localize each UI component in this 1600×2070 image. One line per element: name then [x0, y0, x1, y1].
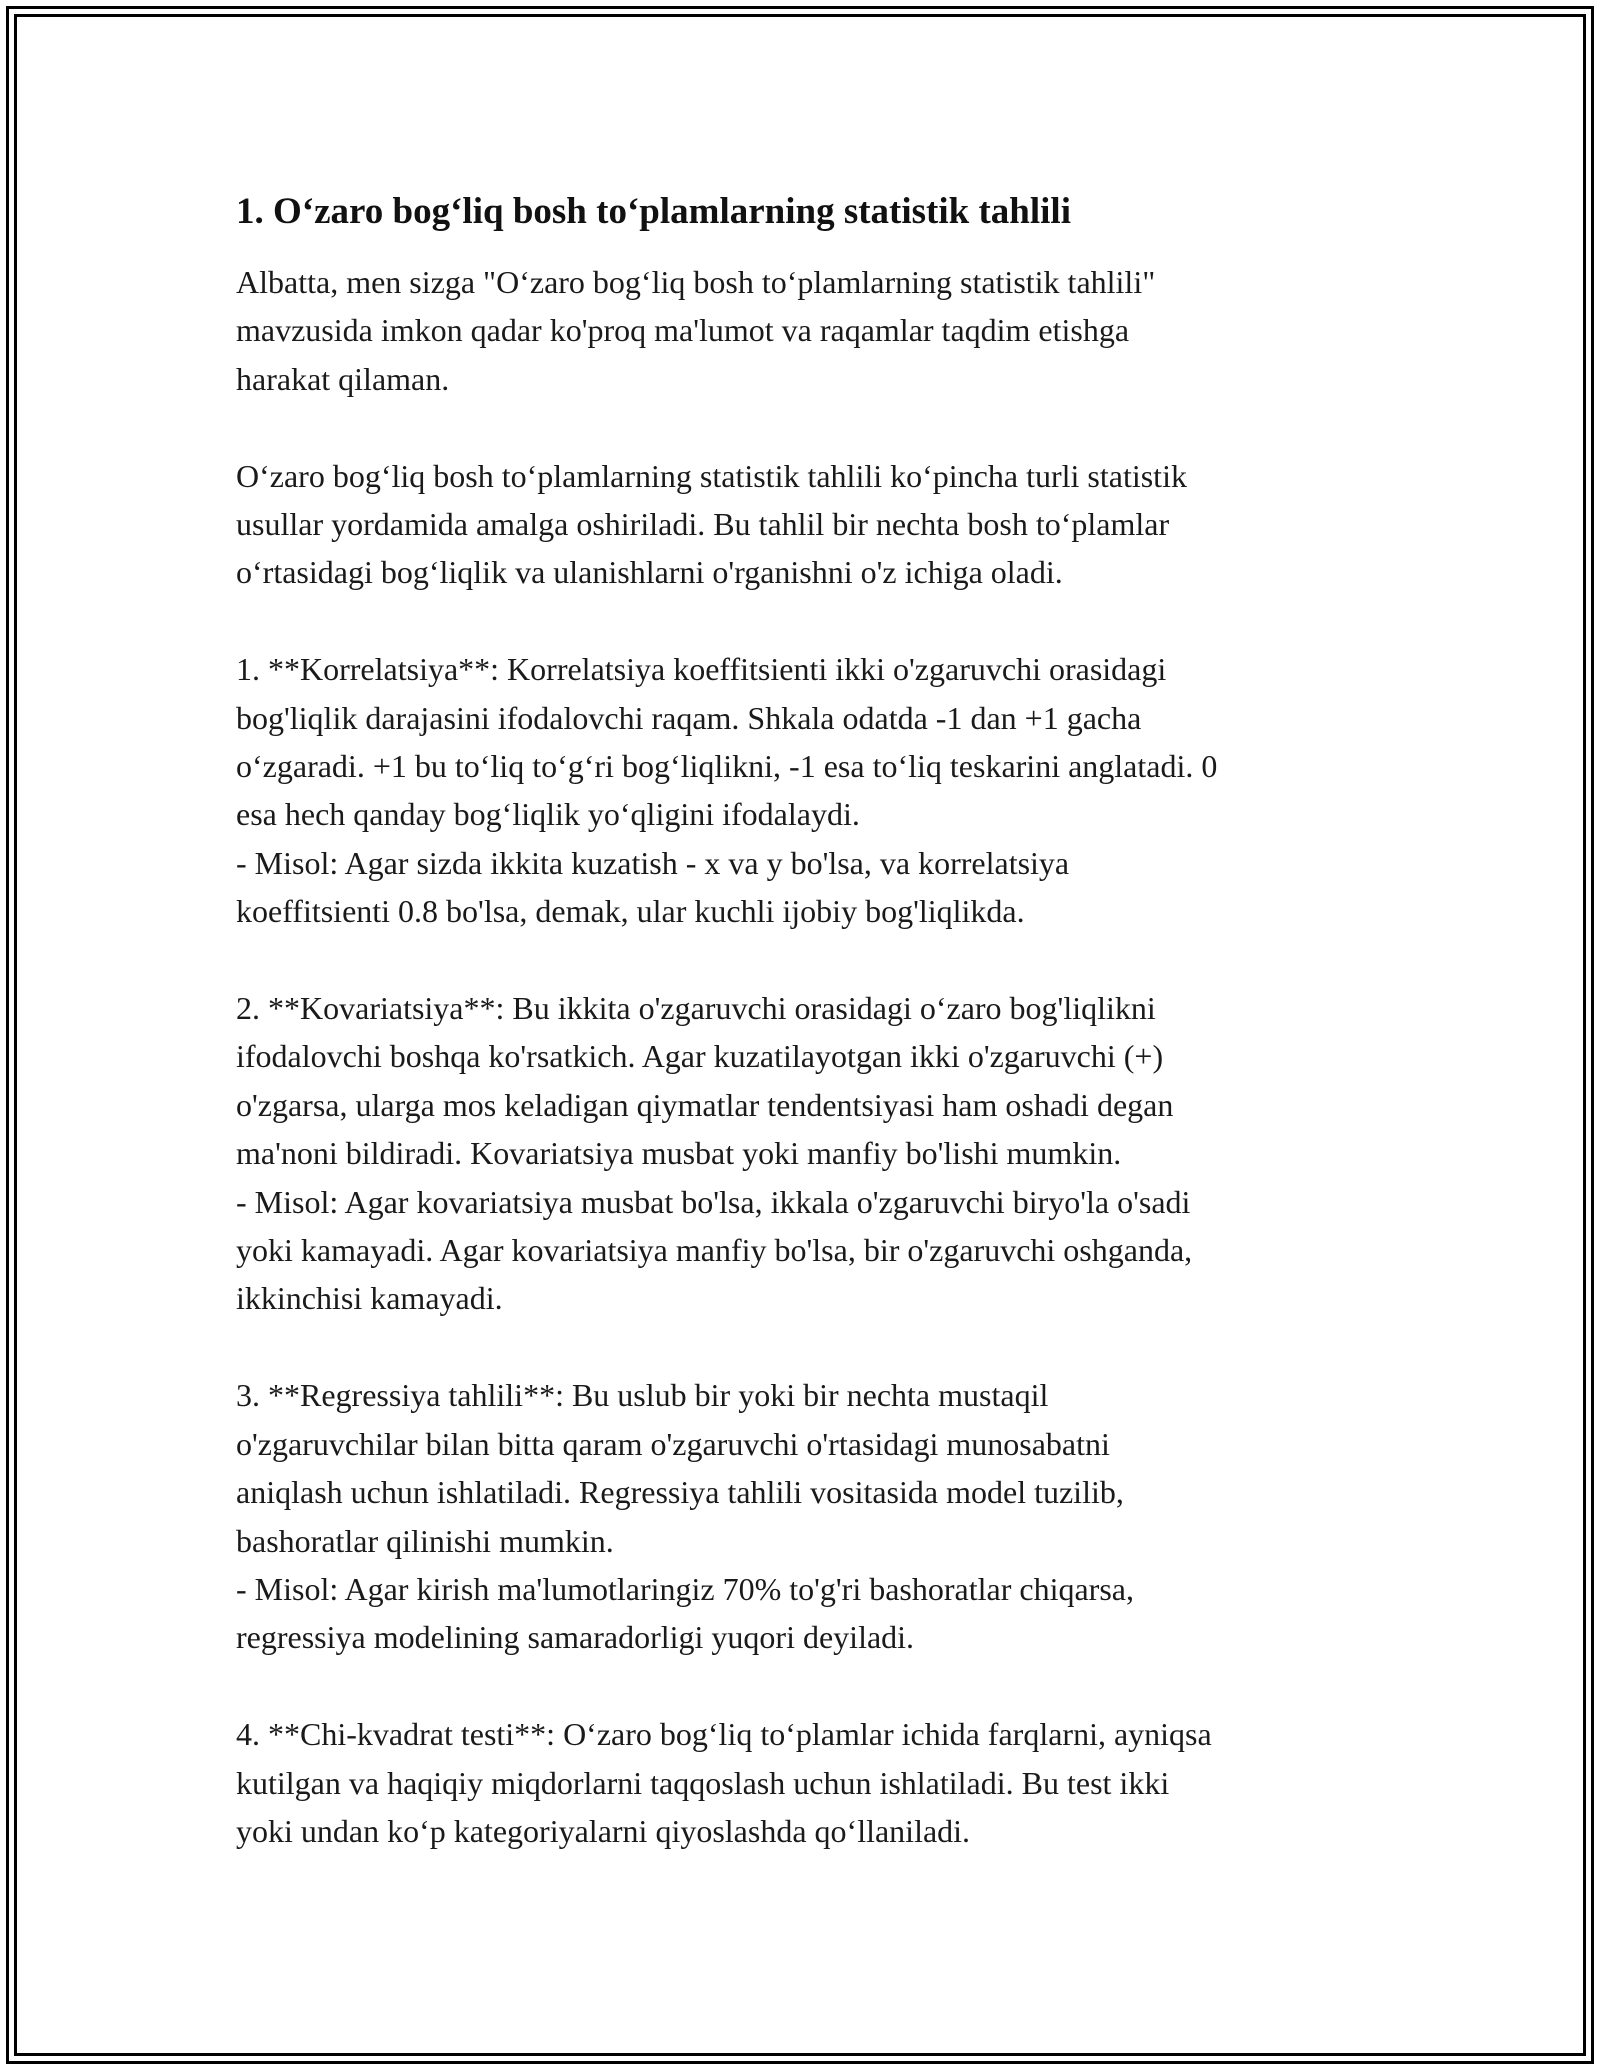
covariance-paragraph: 2. **Kovariatsiya**: Bu ikkita o'zgaruvchi orasidagi o‘zaro bog'liqlikni ifodalovchi boshqa ko'rsatkich. Agar kuzatilayotgan ikki o'zgaruvchi (+) o'zgarsa, ularga mos keladigan qiymatlar tendentsiyasi ham oshadi degan ma'noni bildiradi. Kovariatsiya musbat yoki manfiy bo'lishi mumkin. - Misol: Agar kovariatsiya musbat bo'lsa, ikkala o'zgaruvchi biryo'la o'sadi yoki kamayadi. Agar kovariatsiya manfiy bo'lsa, bir o'zgaruvchi oshganda, ikkinchisi kamayadi. — [236, 990, 1193, 1317]
correlation-paragraph: 1. **Korrelatsiya**: Korrelatsiya koeffitsienti ikki o'zgaruvchi orasidagi bog'liqlik darajasini ifodalovchi raqam. Shkala odatda -1 dan +1 gacha o‘zgaradi. +1 bu to‘liq to‘g‘ri bog‘liqlikni, -1 esa to‘liq teskarini anglatadi. 0 esa hech qanday bog‘liqlik yo‘qligini ifodalaydi. - Misol: Agar sizda ikkita kuzatish - x va y bo'lsa, va korrelatsiya koeffitsienti 0.8 bo'lsa, demak, ular kuchli ijobiy bog'liqlikda. — [236, 651, 1218, 930]
document-body — [236, 178, 1366, 1855]
paragraph-spacer — [236, 597, 1366, 645]
paragraph-spacer — [236, 936, 1366, 984]
document-title: 1. O‘zaro bog‘liq bosh to‘plamlarning statistik tahlili — [236, 191, 1071, 232]
paragraph-spacer — [236, 403, 1366, 451]
overview-paragraph: O‘zaro bog‘liq bosh to‘plamlarning statistik tahlili ko‘pincha turli statistik usullar yordamida amalga oshiriladi. Bu tahlil bir nechta bosh to‘plamlar o‘rtasidagi bog‘liqlik va ulanishlarni o'rganishni o'z ichiga oladi. — [236, 457, 1187, 591]
intro-paragraph: Albatta, men sizga "O‘zaro bog‘liq bosh to‘plamlarning statistik tahlili" mavzusida imkon qadar ko'proq ma'lumot va raqamlar taqdim etishga harakat qilaman. — [236, 264, 1156, 397]
paragraph-spacer — [236, 1323, 1366, 1371]
regression-paragraph: 3. **Regressiya tahlili**: Bu uslub bir yoki bir nechta mustaqil o'zgaruvchilar bilan bitta qaram o'zgaruvchi o'rtasidagi munosabatni aniqlash uchun ishlatiladi. Regressiya tahlili vositasida model tuzilib, bashoratlar qilinishi mumkin. - Misol: Agar kirish ma'lumotlaringiz 70% to'g'ri bashoratlar chiqarsa, regressiya modelining samaradorligi yuqori deyiladi. — [236, 1377, 1134, 1656]
chi-square-paragraph: 4. **Chi-kvadrat testi**: O‘zaro bog‘liq to‘plamlar ichida farqlarni, ayniqsa kutilgan va haqiqiy miqdorlarni taqqoslash uchun ishlatiladi. Bu test ikki yoki undan ko‘p kategoriyalarni qiyoslashda qo‘llaniladi. — [236, 1716, 1212, 1849]
paragraph-spacer — [236, 1662, 1366, 1710]
